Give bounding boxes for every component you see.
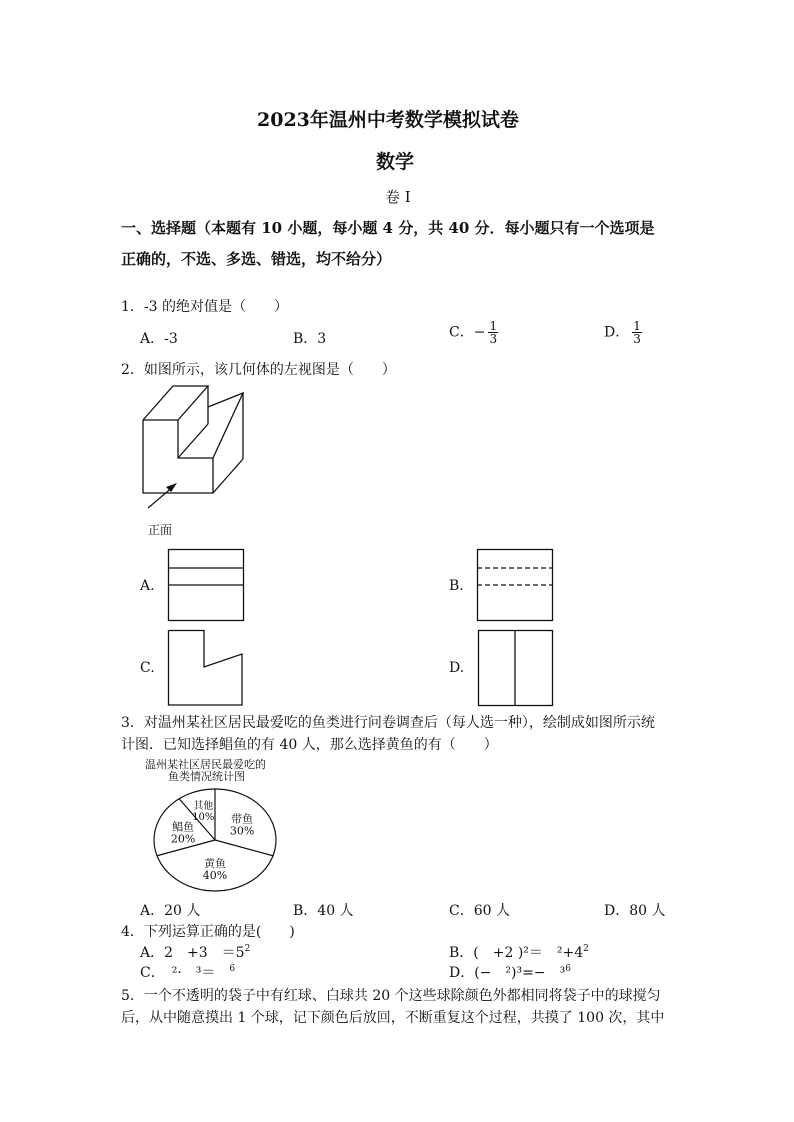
pie-slice-name-3: 其他 (193, 800, 214, 812)
q1-option-a: A．-3 (140, 331, 178, 347)
q2-option-d-label: D. (449, 660, 465, 676)
q4-option-b (449, 942, 589, 962)
q1-option-c (449, 320, 498, 345)
q2-option-c-label: C. (140, 660, 155, 676)
pie-slice-percent-2: 20% (170, 832, 196, 846)
q4-d-sup: 6 (565, 964, 571, 974)
q4-stem: 4．下列运算正确的是( ) (121, 924, 295, 940)
q2-front-label: 正面 (148, 523, 173, 537)
q4-option-d (449, 962, 571, 982)
q2-option-a-label: A. (140, 578, 155, 594)
q4-c-text: C． ²· ³＝ (140, 965, 230, 981)
q1-option-c-prefix: C．− (449, 324, 486, 341)
q3-option-d: D．80 人 (604, 903, 666, 919)
q3-stem-line2: 计图．已知选择鲳鱼的有 40 人，那么选择黄鱼的有（ ） (121, 737, 498, 753)
subject-title: 数学 (376, 151, 415, 173)
q4-a-text: A．2 +3 ＝5 (140, 945, 245, 961)
q2-option-d-figure (478, 630, 554, 706)
q2-solid-figure (130, 380, 260, 520)
q1-option-c-fraction (488, 320, 498, 345)
pie-slice-name-0: 带鱼 (231, 812, 254, 826)
q3-option-c: C．60 人 (449, 903, 510, 919)
pie-slice-name-2: 鲳鱼 (172, 820, 195, 834)
q1-d-numerator: 1 (633, 319, 641, 333)
volume-label: 卷 I (385, 188, 411, 206)
q2-option-c-figure (168, 630, 244, 706)
q1-option-d (604, 320, 642, 345)
q3-option-a: A．20 人 (140, 903, 201, 919)
q4-b-text: B．( +2 )²＝ ²+4 (449, 945, 584, 961)
fish-pie-chart (150, 785, 280, 895)
section-heading-line2: 正确的，不选、多选、错选，均不给分） (121, 250, 392, 268)
q1-c-denominator: 3 (489, 332, 498, 346)
pie-slice-percent-1: 40% (202, 869, 228, 883)
q1-option-b: B．3 (293, 331, 327, 347)
q1-c-numerator: 1 (489, 319, 498, 333)
q1-option-d-prefix: D． (604, 324, 630, 341)
q2-option-b-figure (477, 549, 553, 621)
q4-option-a (140, 942, 250, 962)
pie-slice-percent-0: 30% (229, 824, 255, 838)
q1-stem: 1．-3 的绝对值是（ ） (121, 299, 288, 315)
exam-title: 2023年温州中考数学模拟试卷 (257, 109, 519, 131)
q3-stem-line1: 3．对温州某社区居民最爱吃的鱼类进行问卷调查后（每人选一种），绘制成如图所示统 (121, 715, 655, 731)
q2-option-b-label: B. (449, 578, 464, 594)
section-heading-line1: 一、选择题（本题有 10 小题，每小题 4 分，共 40 分．每小题只有一个选项是 (121, 219, 655, 237)
q5-stem-line1: 5．一个不透明的袋子中有红球、白球共 20 个这些球除颜色外都相同将袋子中的球搅匀 (121, 988, 661, 1004)
q4-option-c (140, 962, 235, 982)
q3-option-b: B．40 人 (293, 903, 354, 919)
q2-stem: 2．如图所示，该几何体的左视图是（ ） (121, 362, 396, 378)
q4-b-sup: 2 (583, 944, 589, 954)
q5-stem-line2: 后，从中随意摸出 1 个球，记下颜色后放回，不断重复这个过程，共摸了 100 次，其中 (121, 1010, 665, 1026)
pie-slice-name-1: 黄鱼 (204, 857, 226, 871)
pie-slice-percent-3: 10% (192, 811, 215, 823)
q4-c-sup: 6 (229, 964, 236, 974)
chart-title-line1: 温州某社区居民最爱吃的 (145, 758, 266, 771)
q2-option-a-figure (168, 549, 244, 621)
q4-a-sup: 2 (244, 944, 251, 954)
q1-option-d-fraction (632, 320, 642, 345)
q1-d-denominator: 3 (633, 332, 641, 346)
chart-title-line2: 鱼类情况统计图 (168, 770, 245, 783)
q4-d-text: D．(− ²)³=− ³ (449, 965, 566, 981)
